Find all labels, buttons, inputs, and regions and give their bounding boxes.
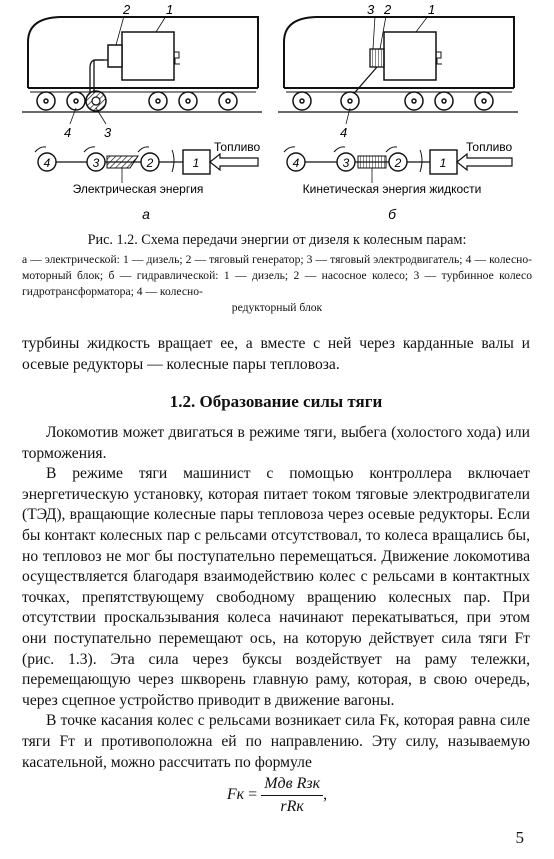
label-4: 4: [64, 125, 72, 140]
energy-chain-electric: [35, 140, 261, 183]
label-2: 2: [384, 2, 392, 17]
section-heading: 1.2. Образование силы тяги: [169, 392, 383, 411]
panel-electric: [22, 2, 262, 222]
energy-chain-hydraulic: [284, 140, 513, 183]
figure-diagram: [0, 0, 554, 232]
energy-label-left: Электрическая энергия: [72, 182, 204, 196]
label-3: 3: [104, 125, 112, 140]
figure-caption: Рис. 1.2. Схема передачи энергии от дизеля к колесным парам:: [87, 232, 467, 248]
wheelset-group: [37, 92, 237, 110]
label-3: 3: [367, 2, 375, 17]
svg-text:4: 4: [292, 156, 300, 170]
diesel-box: [384, 32, 436, 80]
formula-lhs: Fк: [226, 786, 245, 804]
svg-text:3: 3: [92, 156, 100, 170]
fuel-label-right: Топливо: [466, 140, 513, 154]
formula-numerator: Mдв Rзк: [261, 775, 323, 796]
section-body: [22, 423, 530, 773]
svg-text:4: 4: [43, 156, 51, 170]
figure-legend: [22, 252, 532, 316]
label-4: 4: [340, 125, 348, 140]
panel-letter-b: б: [388, 206, 396, 222]
panel-hydraulic: [278, 2, 518, 222]
label-1: 1: [166, 2, 174, 17]
formula-trail: ,: [323, 786, 328, 804]
paragraph: В точке касания колес с рельсами возникает сила Fк, которая равна силе тяги Fт и противоположна ей по направлению. Эту силу, называемую касательной, можно рассчитать по формуле: [22, 712, 530, 771]
panel-letter-a: а: [142, 206, 150, 222]
svg-text:2: 2: [146, 156, 154, 170]
svg-text:3: 3: [342, 156, 350, 170]
diesel-box: [122, 32, 174, 80]
wheelset-group: [293, 92, 493, 110]
fuel-label-left: Топливо: [214, 140, 261, 154]
paragraph: турбины жидкость вращает ее, а вместе с ней через карданные валы и осевые редукторы — колесные пары тепловоза.: [22, 335, 530, 373]
svg-text:1: 1: [439, 156, 447, 170]
page-number: 5: [515, 828, 524, 847]
formula-denominator: rRк: [280, 798, 304, 815]
svg-text:1: 1: [192, 156, 200, 170]
paragraph: Локомотив может двигаться в режиме тяги, выбега (холостого хода) или торможения.: [22, 424, 530, 462]
formula-fraction: [261, 775, 323, 816]
paragraph: В режиме тяги машинист с помощью контроллера включает энергетическую установку, которая питает током тяговые электродвигатели (ТЭД), вращающие колесные пары тепловоза через осевые редукторы. Если бы контакт колесных пар с рельсами отсутствовал, то колеса вращались бы, но тепловоз не мог бы поступательно перемещаться. Движение локомотива осуществляется благодаря взаимодействию колес с рельсами в контактных точках, препятствующему свободному вращению колесных пар. При отсутствии проскальзывания колеса начинают перекатываться, при этом они поступательно перемещают ось, на которую действует сила тяги Fт (рис. 1.3). Эта сила через буксы воздействует на раму тележки, перемещающую через шкворень главную раму, которая, в свою очередь, через сцепное устройство приводит в движение вагоны.: [22, 465, 530, 709]
legend-last-line: редукторный блок: [231, 301, 323, 314]
energy-label-right: Кинетическая энергия жидкости: [302, 182, 482, 196]
legend-main: а — электрической: 1 — дизель; 2 — тяговый генератор; 3 — тяговый электродвигатель; 4 — колесно-моторный блок; б — гидравлической: 1 — дизель; 2 — насосное колесо; 3 — турбинное колесо гидротрансформатора; 4 — колесно-: [22, 253, 532, 298]
label-1: 1: [428, 2, 436, 17]
label-2: 2: [123, 2, 131, 17]
generator-box: [108, 45, 122, 67]
formula-eq: =: [248, 786, 258, 804]
continuation-paragraph: [22, 334, 530, 375]
torque-converter: [370, 49, 384, 67]
formula: [0, 775, 554, 816]
svg-text:2: 2: [394, 156, 402, 170]
